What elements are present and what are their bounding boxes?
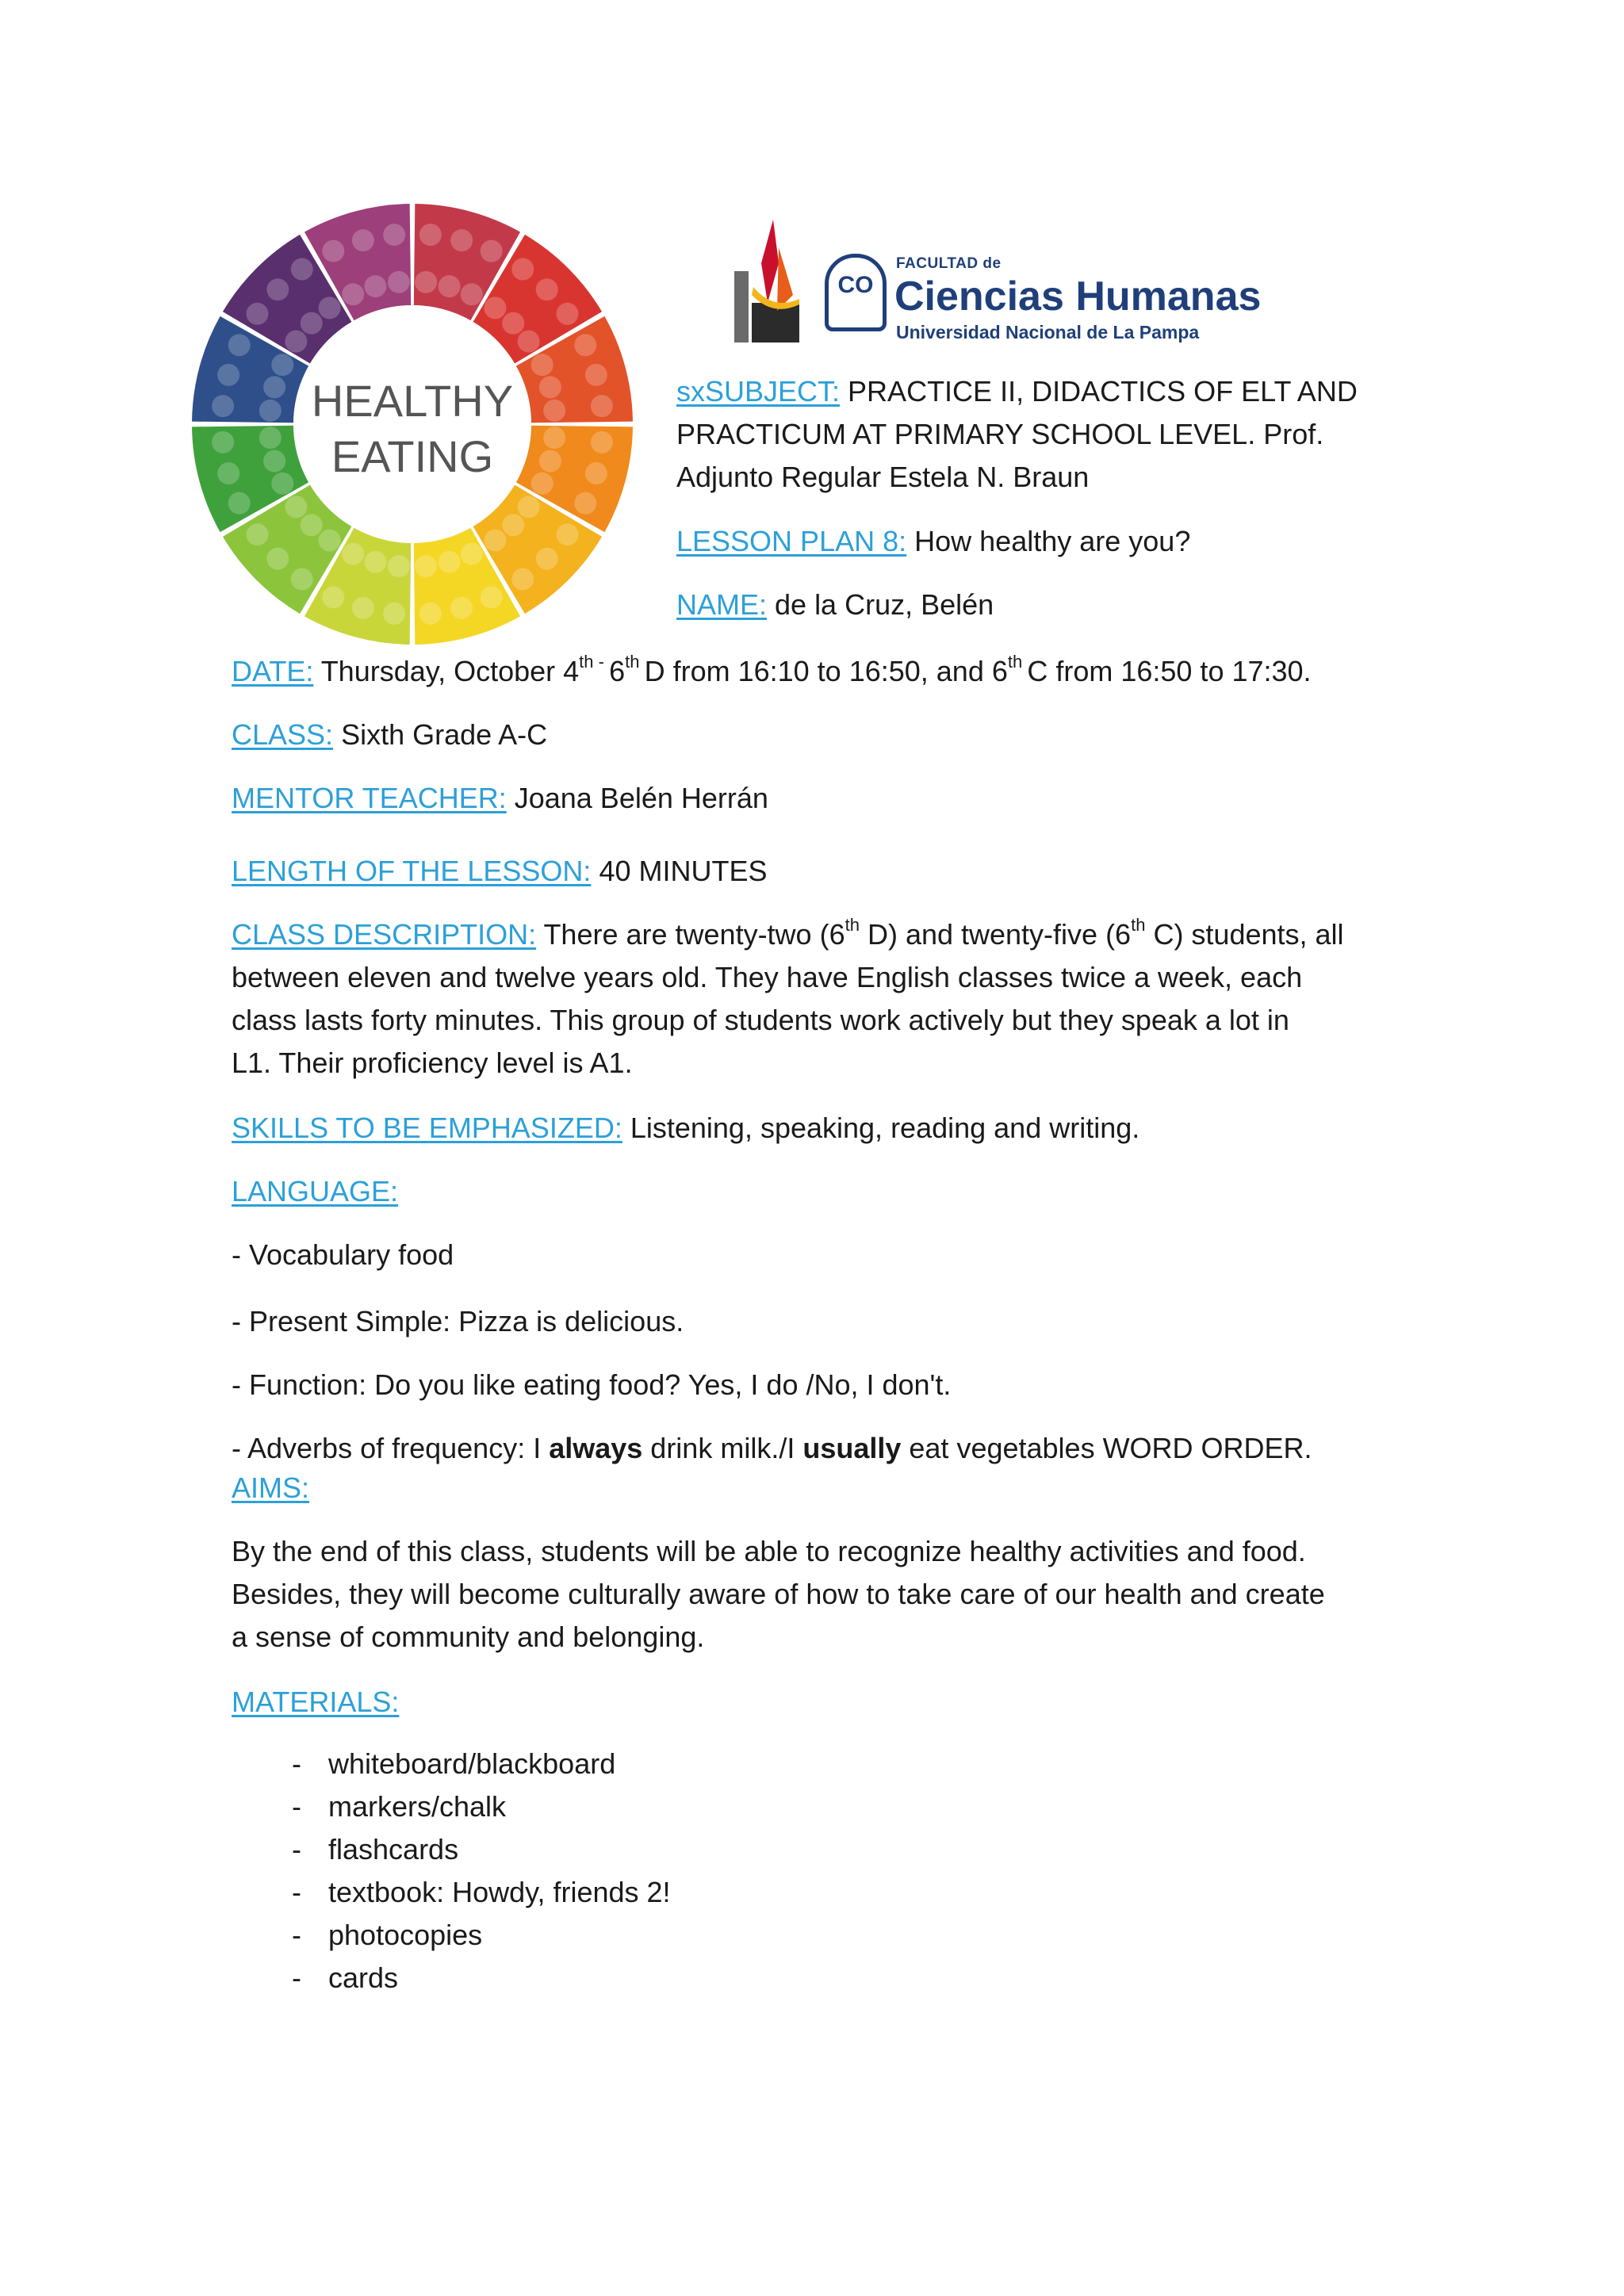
produce-dot — [388, 555, 410, 577]
produce-dot — [271, 354, 293, 376]
produce-dot — [574, 334, 596, 356]
produce-dot — [450, 229, 473, 251]
produce-dot — [484, 297, 506, 319]
aims-paragraph — [232, 1530, 1421, 1659]
aims-line-2: Besides, they will become culturally aware of how to take care of our health and create — [232, 1578, 1325, 1610]
produce-dot — [266, 548, 289, 570]
subject-line-1 — [676, 370, 1358, 413]
produce-dot — [415, 271, 437, 293]
produce-dot — [439, 551, 461, 573]
materials-list — [232, 1743, 671, 1999]
produce-dot — [419, 603, 442, 625]
produce-dot — [301, 312, 323, 335]
produce-dot — [518, 496, 540, 518]
produce-dot — [217, 364, 239, 386]
produce-dot — [543, 400, 565, 422]
produce-dot — [439, 275, 461, 297]
produce-dot — [556, 303, 578, 325]
date-text-1: Thursday, October 4 — [313, 655, 580, 687]
length-value: 40 MINUTES — [591, 855, 768, 887]
date-text-4: C from 16:50 to 17:30. — [1027, 655, 1312, 687]
list-item: - flashcards — [292, 1833, 459, 1866]
mentor-line — [232, 777, 768, 820]
subject-label: sxSUBJECT: — [676, 375, 841, 408]
produce-dot — [322, 586, 344, 608]
date-line — [232, 650, 1312, 693]
skills-line — [232, 1107, 1139, 1150]
description-line-2: between eleven and twelve years old. They have English classes twice a week, each — [232, 961, 1303, 993]
list-item: - cards — [292, 1961, 399, 1994]
produce-dot — [285, 496, 307, 518]
list-item: - whiteboard/blackboard — [292, 1747, 616, 1780]
produce-dot — [574, 492, 596, 515]
produce-dot — [591, 395, 613, 417]
name-line — [676, 584, 994, 626]
produce-dot — [484, 530, 506, 552]
produce-dot — [217, 462, 239, 484]
produce-dot — [539, 376, 561, 398]
produce-dot — [502, 312, 524, 335]
produce-dot — [301, 514, 323, 536]
produce-dot — [352, 229, 374, 251]
produce-dot — [585, 462, 607, 484]
name-label: NAME: — [676, 588, 768, 621]
produce-dot — [585, 364, 607, 386]
produce-dot — [322, 240, 344, 262]
produce-dot — [536, 278, 558, 300]
language-item-4-bold-1: always — [549, 1432, 643, 1464]
mentor-value: Joana Belén Herrán — [506, 782, 768, 814]
class-label: CLASS: — [232, 718, 334, 751]
produce-dot — [511, 568, 534, 590]
logo-badge-text: CO — [837, 272, 874, 298]
produce-dot — [591, 431, 613, 453]
owl-emblem-icon — [825, 254, 887, 331]
subject-line-2: PRACTICUM AT PRIMARY SCHOOL LEVEL. Prof. — [676, 418, 1324, 450]
description-line-1 — [232, 913, 1421, 956]
produce-dot — [259, 427, 282, 449]
wheel-title-line2: EATING — [331, 431, 494, 481]
logo-faculty-name: Ciencias Humanas — [894, 274, 1262, 320]
produce-dot — [271, 473, 293, 495]
language-item-4-text-1: - Adverbs of frequency: I — [232, 1432, 550, 1464]
description-line-4: L1. Their proficiency level is A1. — [232, 1047, 633, 1079]
class-value: Sixth Grade A-C — [333, 718, 548, 751]
produce-dot — [263, 450, 285, 473]
produce-dot — [285, 331, 307, 353]
subject-value-1: PRACTICE II, DIDACTICS OF ELT AND — [840, 375, 1358, 408]
produce-dot — [364, 551, 386, 573]
produce-dot — [383, 603, 405, 625]
produce-dot — [556, 523, 578, 545]
date-label: DATE: — [232, 655, 314, 687]
produce-dot — [228, 334, 251, 356]
produce-dot — [247, 303, 269, 325]
date-sup-2: th — [625, 652, 645, 672]
skills-value: Listening, speaking, reading and writing. — [622, 1112, 1140, 1144]
language-item-4 — [232, 1427, 1312, 1470]
language-item-4-text-2: drink milk./I — [642, 1432, 803, 1464]
language-item-3: - Function: Do you like eating food? Yes, I do /No, I don't. — [232, 1368, 952, 1401]
subject-line-3: Adjunto Regular Estela N. Braun — [676, 461, 1090, 493]
name-value: de la Cruz, Belén — [767, 588, 994, 621]
produce-dot — [481, 586, 503, 608]
produce-dot — [291, 258, 313, 281]
produce-dot — [531, 354, 553, 376]
produce-dot — [291, 568, 313, 590]
torch-emblem-icon — [730, 216, 809, 346]
length-line — [232, 850, 767, 893]
produce-dot — [388, 271, 410, 293]
wheel-title-line1: HEALTHY — [311, 376, 514, 426]
produce-dot — [352, 597, 374, 619]
produce-dot — [364, 275, 386, 297]
produce-dot — [319, 530, 341, 552]
produce-dot — [502, 514, 524, 536]
aims-line-3: a sense of community and belonging. — [232, 1621, 705, 1653]
produce-dot — [539, 450, 561, 473]
faculty-logo — [730, 216, 1262, 350]
produce-dot — [461, 543, 483, 565]
produce-dot — [266, 278, 289, 300]
description-sup-2: th — [1131, 915, 1146, 935]
date-sup-3: th — [1007, 652, 1028, 672]
produce-dot — [450, 597, 473, 619]
logo-faculty-label: FACULTAD de — [896, 255, 1002, 272]
description-text-3: C) students, all — [1145, 918, 1344, 951]
language-item-1: - Vocabulary food — [232, 1238, 454, 1271]
produce-dot — [212, 395, 234, 417]
produce-dot — [212, 431, 234, 453]
produce-dot — [383, 224, 405, 246]
produce-dot — [342, 283, 364, 305]
language-item-4-text-3: eat vegetables WORD ORDER. — [901, 1432, 1312, 1464]
class-description — [232, 913, 1421, 1085]
mentor-label: MENTOR TEACHER: — [232, 782, 507, 814]
produce-dot — [342, 543, 364, 565]
produce-dot — [228, 492, 251, 515]
produce-dot — [319, 297, 341, 319]
skills-label: SKILLS TO BE EMPHASIZED: — [232, 1112, 622, 1144]
produce-dot — [536, 548, 558, 570]
produce-dot — [415, 555, 437, 577]
description-label: CLASS DESCRIPTION: — [232, 918, 537, 951]
class-line — [232, 714, 547, 756]
aims-line-1: By the end of this class, students will be able to recognize healthy activities and food. — [232, 1535, 1306, 1567]
healthy-eating-wheel — [190, 202, 634, 646]
aims-label: AIMS: — [232, 1471, 310, 1504]
list-item: - textbook: Howdy, friends 2! — [292, 1876, 671, 1908]
produce-dot — [259, 400, 282, 422]
produce-dot — [543, 427, 565, 449]
produce-dot — [247, 523, 269, 545]
materials-label: MATERIALS: — [232, 1686, 400, 1718]
language-item-4-bold-2: usually — [802, 1432, 902, 1464]
produce-dot — [518, 331, 540, 353]
lesson-plan-line — [676, 520, 1190, 563]
length-label: LENGTH OF THE LESSON: — [232, 855, 592, 887]
lesson-plan-value: How healthy are you? — [906, 525, 1191, 557]
description-text-1: There are twenty-two (6 — [536, 918, 845, 951]
date-sup-1: th - — [579, 652, 610, 672]
date-text-2: 6 — [609, 655, 626, 687]
language-label: LANGUAGE: — [232, 1175, 399, 1207]
logo-university-name: Universidad Nacional de La Pampa — [896, 322, 1200, 342]
list-item: - photocopies — [292, 1919, 483, 1951]
description-line-3: class lasts forty minutes. This group of students work actively but they speak a lot in — [232, 1004, 1289, 1036]
produce-dot — [263, 376, 285, 398]
produce-dot — [511, 258, 534, 281]
description-sup-1: th — [845, 915, 860, 935]
language-item-2: - Present Simple: Pizza is delicious. — [232, 1305, 684, 1337]
list-item: - markers/chalk — [292, 1790, 507, 1823]
produce-dot — [481, 240, 503, 262]
lesson-plan-label: LESSON PLAN 8: — [676, 525, 907, 557]
date-text-3: D from 16:10 to 16:50, and 6 — [644, 655, 1008, 687]
produce-dot — [419, 224, 442, 246]
description-text-2: D) and twenty-five (6 — [859, 918, 1132, 951]
produce-dot — [531, 473, 553, 495]
produce-dot — [461, 283, 483, 305]
